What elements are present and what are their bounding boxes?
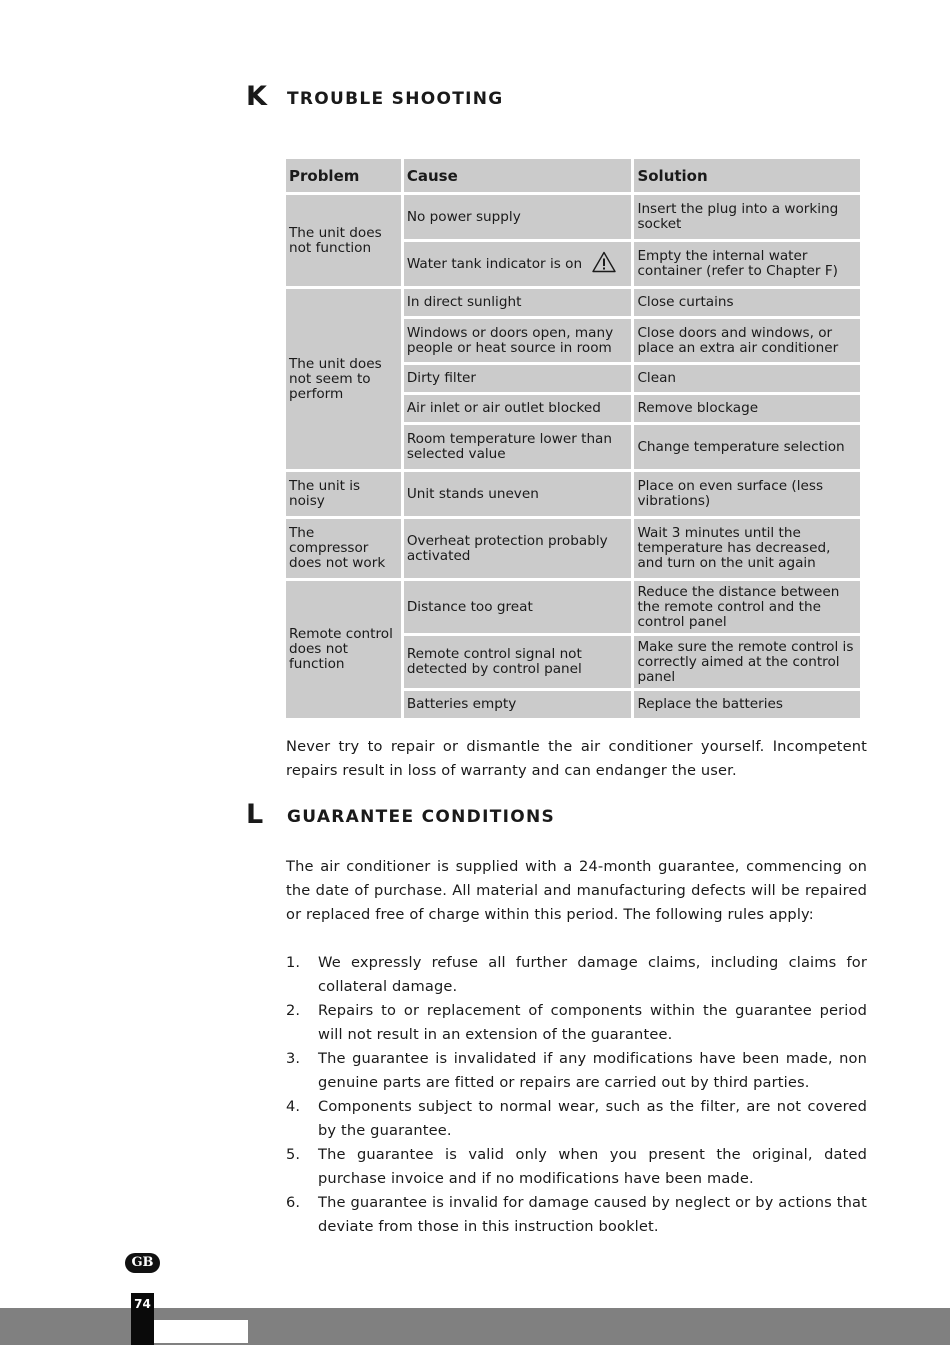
- cause-cell: Unit stands uneven: [404, 472, 632, 516]
- cause-cell: Dirty filter: [404, 365, 632, 392]
- list-number: 2.: [286, 1002, 301, 1019]
- header-cause: Cause: [404, 159, 632, 192]
- cause-cell: Air inlet or air outlet blocked: [404, 395, 632, 422]
- warning-triangle-icon: [592, 251, 616, 277]
- list-text: We expressly refuse all further damage claims, including claims for collateral damage.: [318, 954, 867, 995]
- solution-cell: Change temperature selection: [634, 425, 860, 469]
- list-number: 5.: [286, 1146, 301, 1163]
- solution-cell: Replace the batteries: [634, 691, 860, 718]
- section-title: GUARANTEE CONDITIONS: [287, 807, 556, 827]
- table-row: [286, 519, 860, 578]
- solution-cell: Place on even surface (less vibrations): [634, 472, 860, 516]
- table-row: [286, 472, 860, 516]
- list-item: [286, 1191, 867, 1239]
- cause-cell: Batteries empty: [404, 691, 632, 718]
- section-title: TROUBLE SHOOTING: [287, 89, 504, 109]
- section-letter: L: [246, 799, 264, 830]
- page-number: 74: [134, 1297, 151, 1311]
- table-row: [286, 195, 860, 239]
- section-letter: K: [246, 81, 267, 112]
- list-number: 6.: [286, 1194, 301, 1211]
- list-text: Repairs to or replacement of components within the guarantee period will not result in an extension of the guarantee.: [318, 1002, 867, 1043]
- cause-cell: [404, 242, 632, 286]
- cause-cell: Room temperature lower than selected value: [404, 425, 632, 469]
- troubleshooting-table: [283, 156, 863, 721]
- solution-cell: Empty the internal water container (refer to Chapter F): [634, 242, 860, 286]
- repair-warning-text: Never try to repair or dismantle the air conditioner yourself. Incompetent repairs result in loss of warranty and can endanger the user.: [286, 738, 867, 779]
- list-number: 3.: [286, 1050, 301, 1067]
- cause-cell: Overheat protection probably activated: [404, 519, 632, 578]
- cause-cell: Windows or doors open, many people or heat source in room: [404, 319, 632, 362]
- solution-cell: Remove blockage: [634, 395, 860, 422]
- solution-cell: Insert the plug into a working socket: [634, 195, 860, 239]
- problem-cell: The unit does not function: [286, 195, 401, 286]
- section-k-heading: [246, 82, 886, 114]
- language-badge: GB: [125, 1253, 160, 1273]
- table-row: [286, 289, 860, 316]
- solution-cell: Wait 3 minutes until the temperature has decreased, and turn on the unit again: [634, 519, 860, 578]
- solution-cell: Close curtains: [634, 289, 860, 316]
- list-item: [286, 1047, 867, 1095]
- header-solution: Solution: [634, 159, 860, 192]
- list-number: 4.: [286, 1098, 301, 1115]
- problem-cell: The unit does not seem to perform: [286, 289, 401, 469]
- problem-cell: Remote control does not function: [286, 581, 401, 718]
- guarantee-rules-list: [286, 951, 867, 1239]
- cause-cell: No power supply: [404, 195, 632, 239]
- list-text: The guarantee is valid only when you present the original, dated purchase invoice and if no modifications have been made.: [318, 1146, 867, 1187]
- solution-cell: Make sure the remote control is correctly aimed at the control panel: [634, 636, 860, 688]
- list-item: [286, 1095, 867, 1143]
- problem-cell: The compressor does not work: [286, 519, 401, 578]
- table-header-row: [286, 159, 860, 192]
- cause-cell: Remote control signal not detected by control panel: [404, 636, 632, 688]
- list-text: The guarantee is invalidated if any modifications have been made, non genuine parts are fitted or repairs are carried out by third parties.: [318, 1050, 867, 1091]
- cause-cell: In direct sunlight: [404, 289, 632, 316]
- list-text: The guarantee is invalid for damage caused by neglect or by actions that deviate from those in this instruction booklet.: [318, 1194, 867, 1235]
- list-text: Components subject to normal wear, such as the filter, are not covered by the guarantee.: [318, 1098, 867, 1139]
- cause-cell: Distance too great: [404, 581, 632, 633]
- list-item: [286, 1143, 867, 1191]
- guarantee-intro-text: The air conditioner is supplied with a 24-month guarantee, commencing on the date of purchase. All material and manufacturing defects will be repaired or replaced free of charge within this period. The following rules apply:: [286, 858, 867, 923]
- list-number: 1.: [286, 954, 301, 971]
- solution-cell: Reduce the distance between the remote control and the control panel: [634, 581, 860, 633]
- problem-cell: The unit is noisy: [286, 472, 401, 516]
- section-l-heading: [246, 800, 886, 832]
- solution-cell: Close doors and windows, or place an extra air conditioner: [634, 319, 860, 362]
- list-item: [286, 999, 867, 1047]
- table-row: [286, 581, 860, 633]
- cause-text: Water tank indicator is on: [406, 256, 583, 272]
- header-problem: Problem: [286, 159, 401, 192]
- footer-strip: [154, 1320, 248, 1343]
- solution-cell: Clean: [634, 365, 860, 392]
- list-item: [286, 951, 867, 999]
